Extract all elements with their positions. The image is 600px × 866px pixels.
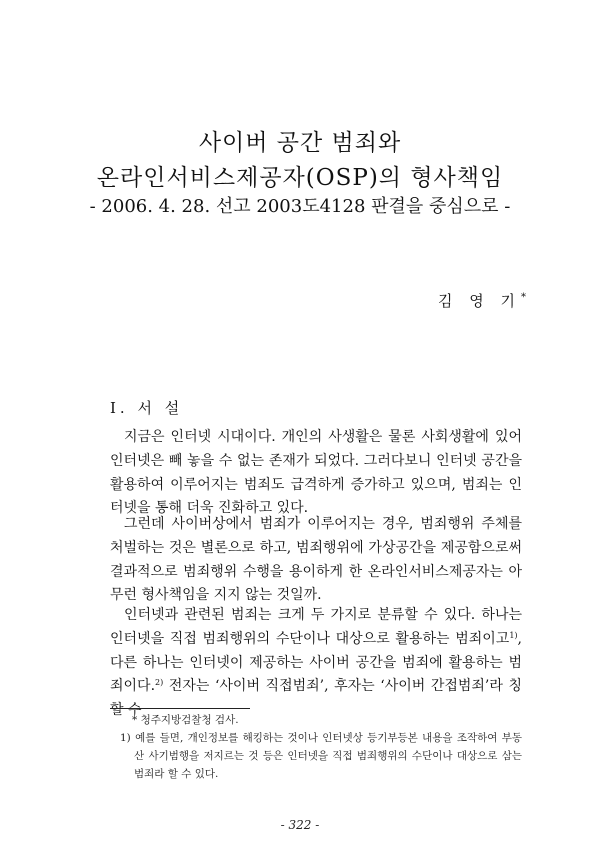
footnote-author: * 청주지방검찰청 검사. <box>132 714 239 726</box>
footnote-divider <box>110 708 250 709</box>
author-name: 김 영 기 <box>437 292 521 310</box>
footnote-ref-1[interactable]: 1) <box>509 630 518 640</box>
section-heading: Ⅰ. 서 설 <box>110 399 184 417</box>
title-line-2: 온라인서비스제공자(OSP)의 형사책임 <box>96 165 504 191</box>
footnote-1: 1) 예를 들면, 개인정보를 해킹하는 것이나 인터넷상 등기부등본 내용을 조작하여 부동산 사기범행을 저지르는 것 등은 인터넷을 직접 범죄행위의 수단이나 대상으로 삼는 범죄라 할 수 있다. <box>120 732 522 780</box>
paragraph-3 <box>110 604 522 723</box>
page-number: - 322 - <box>280 818 320 832</box>
footnote-ref-2[interactable]: 2) <box>155 678 164 688</box>
paragraph-3-text-c: 전자는 ‘사이버 직접범죄’, 후자는 ‘사이버 간접범죄’라 칭할 수 <box>110 678 522 719</box>
subtitle: - 2006. 4. 28. 선고 2003도4128 판결을 중심으로 - <box>89 196 511 217</box>
paragraph-3-text-a: 인터넷과 관련된 범죄는 크게 두 가지로 분류할 수 있다. 하나는 인터넷을 직접 범죄행위의 수단이나 대상으로 활용하는 범죄이고 <box>110 607 522 647</box>
paragraph-3-text-b: , 다른 하나는 인터넷이 제공하는 사이버 공간을 범죄에 활용하는 범죄이다. <box>110 630 522 695</box>
paragraph-1: 지금은 인터넷 시대이다. 개인의 사생활은 물론 사회생활에 있어 인터넷은 빼 놓을 수 없는 존재가 되었다. 그러다보니 인터넷 공간을 활용하여 이루어지는 범죄도 급격하게 증가하고 있으며, 범죄는 인터넷을 통해 더욱 진화하고 있다. <box>110 429 522 517</box>
author <box>438 290 526 311</box>
paragraph-2: 그런데 사이버상에서 범죄가 이루어지는 경우, 범죄행위 주체를 처벌하는 것은 별론으로 하고, 범죄행위에 가상공간을 제공함으로써 결과적으로 범죄행위 수행을 용이하게 한 온라인서비스제공자는 아무런 형사책임을 지지 않는 것일까. <box>110 516 522 604</box>
title-line-1: 사이버 공간 범죄와 <box>198 130 402 156</box>
author-footnote-mark: * <box>521 292 526 303</box>
